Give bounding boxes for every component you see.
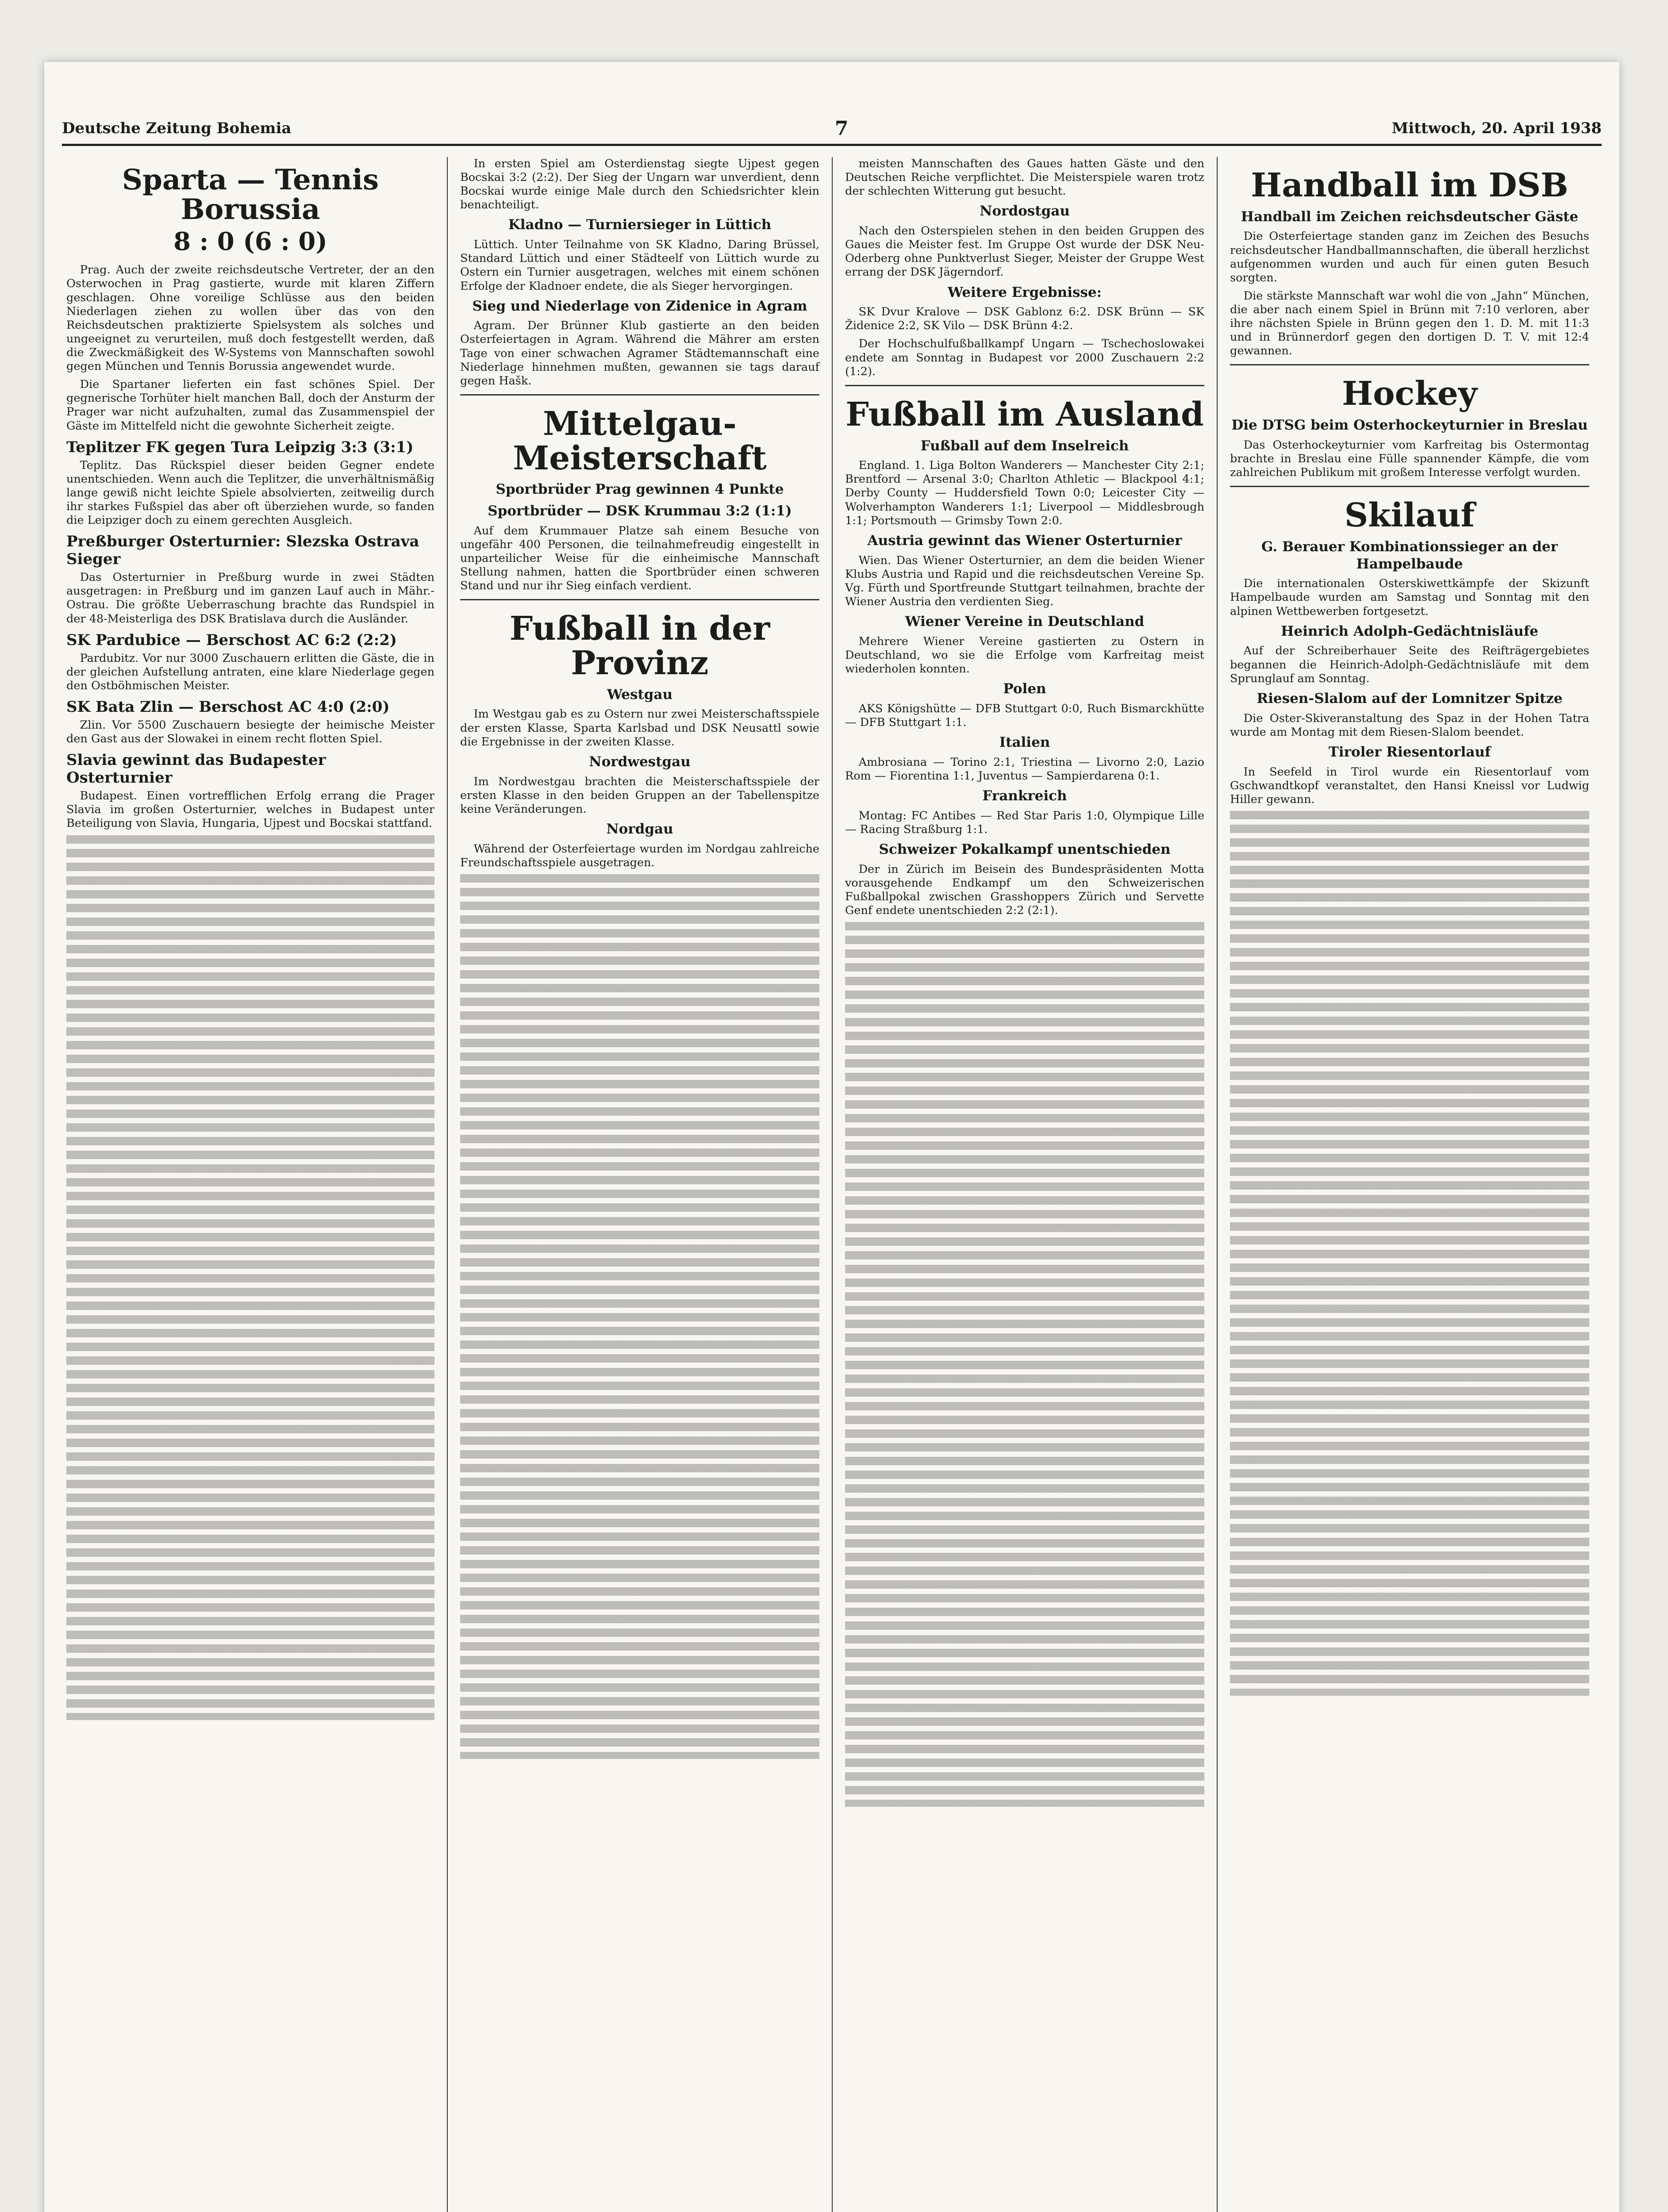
paper-name: Deutsche Zeitung Bohemia xyxy=(62,119,292,137)
article-text: Pardubitz. Vor nur 3000 Zuschauern erlitten die Gäste, die in der gleichen Aufstellung antraten, eine klare Niederlage gegen den Ostböhmischen Meister. xyxy=(66,651,434,692)
subheading: Wiener Vereine in Deutschland xyxy=(905,613,1145,630)
subheading: Nordgau xyxy=(606,821,673,837)
subheading: Sieg und Niederlage von Zidenice in Agram xyxy=(472,298,807,314)
newspaper-page xyxy=(44,62,1619,2212)
subheading: Weitere Ergebnisse: xyxy=(947,284,1102,300)
article-text: Zlin. Vor 5500 Zuschauern besiegte der heimische Meister den Gast aus der Slowakei in einem recht flotten Spiel. xyxy=(66,718,434,746)
section-heading-hockey: Hockey xyxy=(1342,375,1477,413)
subheading: Italien xyxy=(999,734,1050,751)
page-number: 7 xyxy=(834,117,849,140)
article-text: Die Oster-Skiveranstaltung des Spaz in der Hohen Tatra wurde am Montag mit dem Riesen-Slalom beendet. xyxy=(1230,711,1589,739)
article-text: Ambrosiana — Torino 2:1, Triestina — Livorno 2:0, Lazio Rom — Fiorentina 1:1, Juventus — Sampierdarena 0:1. xyxy=(845,755,1204,783)
article-text: Die internationalen Osterskiwettkämpfe der Skizunft Hampelbaude wurden am Samstag und Sonntag mit den alpinen Wettbewerben fortgesetzt. xyxy=(1230,577,1589,618)
subheading: Nordwestgau xyxy=(589,753,691,770)
section-heading-mittelgau: Mittelgau-Meisterschaft xyxy=(513,404,767,477)
columns xyxy=(62,157,1602,2212)
subheading: SK Pardubice — Berschost AC 6:2 (2:2) xyxy=(66,631,397,649)
article-text: Teplitz. Das Rückspiel dieser beiden Gegner endete unentschieden. Wenn auch die Teplitzer, die unverhältnismäßig lange gewiß nicht leichte Spiele absolvierten, zeitweilig durch ihr starkes Fußspiel das aber oft überziehen wurde, so fanden die Leipziger doch zu einem gerechten Ausgleich. xyxy=(66,458,434,527)
subheading: Riesen-Slalom auf der Lomnitzer Spitze xyxy=(1257,690,1563,707)
subheading: Schweizer Pokalkampf unentschieden xyxy=(879,841,1171,857)
article-text: Auf der Schreiberhauer Seite des Reifträgergebietes begannen die Heinrich-Adolph-Gedächtnisläufe mit dem Sprunglauf am Sonntag. xyxy=(1230,644,1589,685)
subheading: Sportbrüder — DSK Krummau 3:2 (1:1) xyxy=(488,503,792,519)
article-text: Prag. Auch der zweite reichsdeutsche Vertreter, der an den Osterwochen in Prag gastierte, wurde mit klaren Ziffern geschlagen. Ohne voreilige Schlüsse aus den beiden Niederlagen ziehen zu wollen über das von den Reichsdeutschen praktizierte Spielsystem als solches und ungeeignet zu verurteilen, muß doch festgestellt werden, daß die Zweckmäßigkeit des W-Systems von Mannschaften sowohl gegen München und Tennis Borussia angewendet wurde. xyxy=(66,263,434,373)
article-text: Das Osterturnier in Preßburg wurde in zwei Städten ausgetragen: in Preßburg und im ganzen Lauf auch in Mähr.-Ostrau. Die größte Ueberraschung brachte das Rundspiel in der 48-Meisterliga des DSK Bratislava durch die Ausländer. xyxy=(66,571,434,626)
article-text: England. 1. Liga Bolton Wanderers — Manchester City 2:1; Brentford — Arsenal 3:0; Charlton Athletic — Blackpool 4:1; Derby County — Huddersfield Town 0:0; Leicester City — Wolverhampton Wanderers 1:1; Liverpool — Middlesbrough 1:1; Portsmouth — Grimsby Town 2:0. xyxy=(845,459,1204,527)
column-3 xyxy=(832,157,1217,2212)
subheading: Polen xyxy=(1003,681,1046,697)
text-lines xyxy=(1230,811,1589,1696)
subheading: Handball im Zeichen reichsdeutscher Gäste xyxy=(1241,208,1579,225)
article-text: meisten Mannschaften des Gaues hatten Gäste und den Deutschen Reiche verpflichtet. Die Meisterspiele waren trotz der schlechten Witterung gut besucht. xyxy=(845,157,1204,198)
article-text: Die Osterfeiertage standen ganz im Zeichen des Besuchs reichsdeutscher Handballmannschaften, die überall herzlichst aufgenommen wurden und auch für einen guten Besuch sorgten. xyxy=(1230,230,1589,284)
article-text: Lüttich. Unter Teilnahme von SK Kladno, Daring Brüssel, Standard Lüttich und einer Städteelf von Lüttich wurde zu Ostern ein Turnier ausgetragen, welches mit einem schönen Erfolge der Kladnoer endete, die als Sieger hervorgingen. xyxy=(460,238,819,293)
article-text: Die stärkste Mannschaft war wohl die von „Jahn“ München, die aber nach einem Spiel in Brünn mit 7:10 verloren, aber ihre nächsten Spiele in Brünn gegen den 1. D. M. mit 11:3 und in Brünnerdorf gegen den dortigen D. T. V. mit 12:4 gewannen. xyxy=(1230,289,1589,358)
article-text: Der Hochschulfußballkampf Ungarn — Tschechoslowakei endete am Sonntag in Budapest vor 2000 Zuschauern 2:2 (1:2). xyxy=(845,337,1204,378)
headline-score: 8 : 0 (6 : 0) xyxy=(173,227,327,257)
subheading: Die DTSG beim Osterhockeyturnier in Breslau xyxy=(1231,417,1588,434)
column-4 xyxy=(1217,157,1602,2212)
headline-sparta: Sparta — Tennis Borussia xyxy=(122,163,379,227)
article-text: Budapest. Einen vortrefflichen Erfolg errang die Prager Slavia im großen Osterturnier, welches in Budapest unter Beteiligung von Slavia, Hungaria, Ujpest und Bocskai stattfand. xyxy=(66,789,434,830)
article-text: Montag: FC Antibes — Red Star Paris 1:0, Olympique Lille — Racing Straßburg 1:1. xyxy=(845,809,1204,836)
article-text: Während der Osterfeiertage wurden im Nordgau zahlreiche Freundschaftsspiele ausgetragen. xyxy=(460,842,819,869)
section-heading-provinz: Fußball in der Provinz xyxy=(509,610,770,683)
subheading: SK Bata Zlin — Berschost AC 4:0 (2:0) xyxy=(66,698,390,716)
divider xyxy=(460,394,819,396)
subheading: Austria gewinnt das Wiener Osterturnier xyxy=(867,532,1182,549)
text-lines xyxy=(460,874,819,1759)
divider xyxy=(845,385,1204,386)
divider xyxy=(460,599,819,600)
masthead xyxy=(62,113,1602,146)
issue-date: Mittwoch, 20. April 1938 xyxy=(1391,119,1602,137)
subheading: Preßburger Osterturnier: Slezska Ostrava Sieger xyxy=(66,533,419,568)
divider xyxy=(1230,486,1589,487)
subheading: Teplitzer FK gegen Tura Leipzig 3:3 (3:1) xyxy=(66,438,414,456)
article-text: SK Dvur Kralove — DSK Gablonz 6:2. DSK Brünn — SK Židenice 2:2, SK Vilo — DSK Brünn 4:2. xyxy=(845,305,1204,333)
text-lines xyxy=(66,835,434,1720)
subheading: Slavia gewinnt das Budapester Osterturnier xyxy=(66,751,326,787)
divider xyxy=(1230,364,1589,365)
article-text: Agram. Der Brünner Klub gastierte an den beiden Osterfeiertagen in Agram. Während die Mährer am ersten Tage von einer schwachen Agramer Städtemannschaft eine Niederlage hinnehmen mußten, gewannen sie tags darauf gegen Hašk. xyxy=(460,319,819,388)
column-1 xyxy=(62,157,447,2212)
article-text: Der in Zürich im Beisein des Bundespräsidenten Motta vorausgehende Endkampf um den Schweizerischen Fußballpokal zwischen Grasshoppers Zürich und Servette Genf endete unentschieden 2:2 (2:1). xyxy=(845,862,1204,918)
subheading: Fußball auf dem Inselreich xyxy=(920,438,1129,454)
subheading: Nordostgau xyxy=(980,203,1070,219)
subheading: Frankreich xyxy=(982,788,1067,804)
article-text: Das Osterhockeyturnier vom Karfreitag bis Ostermontag brachte in Breslau eine Fülle spannender Kämpfe, die vom zahlreichen Publikum mit großem Interesse verfolgt wurden. xyxy=(1230,438,1589,480)
article-text: Nach den Osterspielen stehen in den beiden Gruppen des Gaues die Meister fest. Im Gruppe Ost wurde der DSK Neu-Oderberg ohne Punktverlust Sieger, Meister der Gruppe West errang der DSK Jägerndorf. xyxy=(845,224,1204,279)
section-heading-handball: Handball im DSB xyxy=(1251,166,1568,204)
article-text: AKS Königshütte — DFB Stuttgart 0:0, Ruch Bismarckhütte — DFB Stuttgart 1:1. xyxy=(845,702,1204,729)
article-text: Wien. Das Wiener Osterturnier, an dem die beiden Wiener Klubs Austria und Rapid und die reichsdeutschen Vereine Sp. Vg. Fürth und Sportfreunde Stuttgart teilnahmen, brachte der Wiener Austria den verdienten Sieg. xyxy=(845,553,1204,608)
subheading: Tiroler Riesentorlauf xyxy=(1328,744,1491,760)
subheading: Kladno — Turniersieger in Lüttich xyxy=(508,217,772,233)
column-2 xyxy=(447,157,832,2212)
subheading: Heinrich Adolph-Gedächtnisläufe xyxy=(1281,623,1538,639)
article-text: Die Spartaner lieferten ein fast schönes Spiel. Der gegnerische Torhüter hielt manchen Ball, doch der Ansturm der Prager war nicht aufzuhalten, zumal das Zusammenspiel der Gäste im Mittelfeld nicht die gewohnte Sicherheit zeigte. xyxy=(66,378,434,433)
subheading: Sportbrüder Prag gewinnen 4 Punkte xyxy=(496,481,784,498)
section-heading-ausland: Fußball im Ausland xyxy=(846,395,1204,434)
subheading: Westgau xyxy=(607,686,673,703)
article-text: In Seefeld in Tirol wurde ein Riesentorlauf vom Gschwandtkopf veranstaltet, den Hansi Kneissl vor Ludwig Hiller gewann. xyxy=(1230,765,1589,806)
article-text: Mehrere Wiener Vereine gastierten zu Ostern in Deutschland, wo sie die Erfolge vom Karfreitag meist wiederholen konnten. xyxy=(845,634,1204,676)
subheading: G. Berauer Kombinationssieger an der Hampelbaude xyxy=(1261,538,1558,572)
text-lines xyxy=(845,922,1204,1807)
article-text: Im Westgau gab es zu Ostern nur zwei Meisterschaftsspiele der ersten Klasse, Sparta Karlsbad und DSK Neusattl sowie die Ergebnisse in der zweiten Klasse. xyxy=(460,707,819,749)
article-text: Auf dem Krummauer Platze sah einem Besuche von ungefähr 400 Personen, die teilnahmefreudig eingestellt in unparteilicher Weise für die einheimische Mannschaft Stellung nahmen, hatten die Sportbrüder einen schweren Stand und nur ihr Sieg einfach verdient. xyxy=(460,524,819,593)
article-text: Im Nordwestgau brachten die Meisterschaftsspiele der ersten Klasse in den beiden Gruppen an der Tabellenspitze keine Veränderungen. xyxy=(460,775,819,816)
article-text: In ersten Spiel am Osterdienstag siegte Ujpest gegen Bocskai 3:2 (2:2). Der Sieg der Ungarn war unverdient, denn Bocskai wurde einige Male durch den Schiedsrichter klein benachteiligt. xyxy=(460,157,819,212)
section-heading-skilauf: Skilauf xyxy=(1344,496,1475,535)
